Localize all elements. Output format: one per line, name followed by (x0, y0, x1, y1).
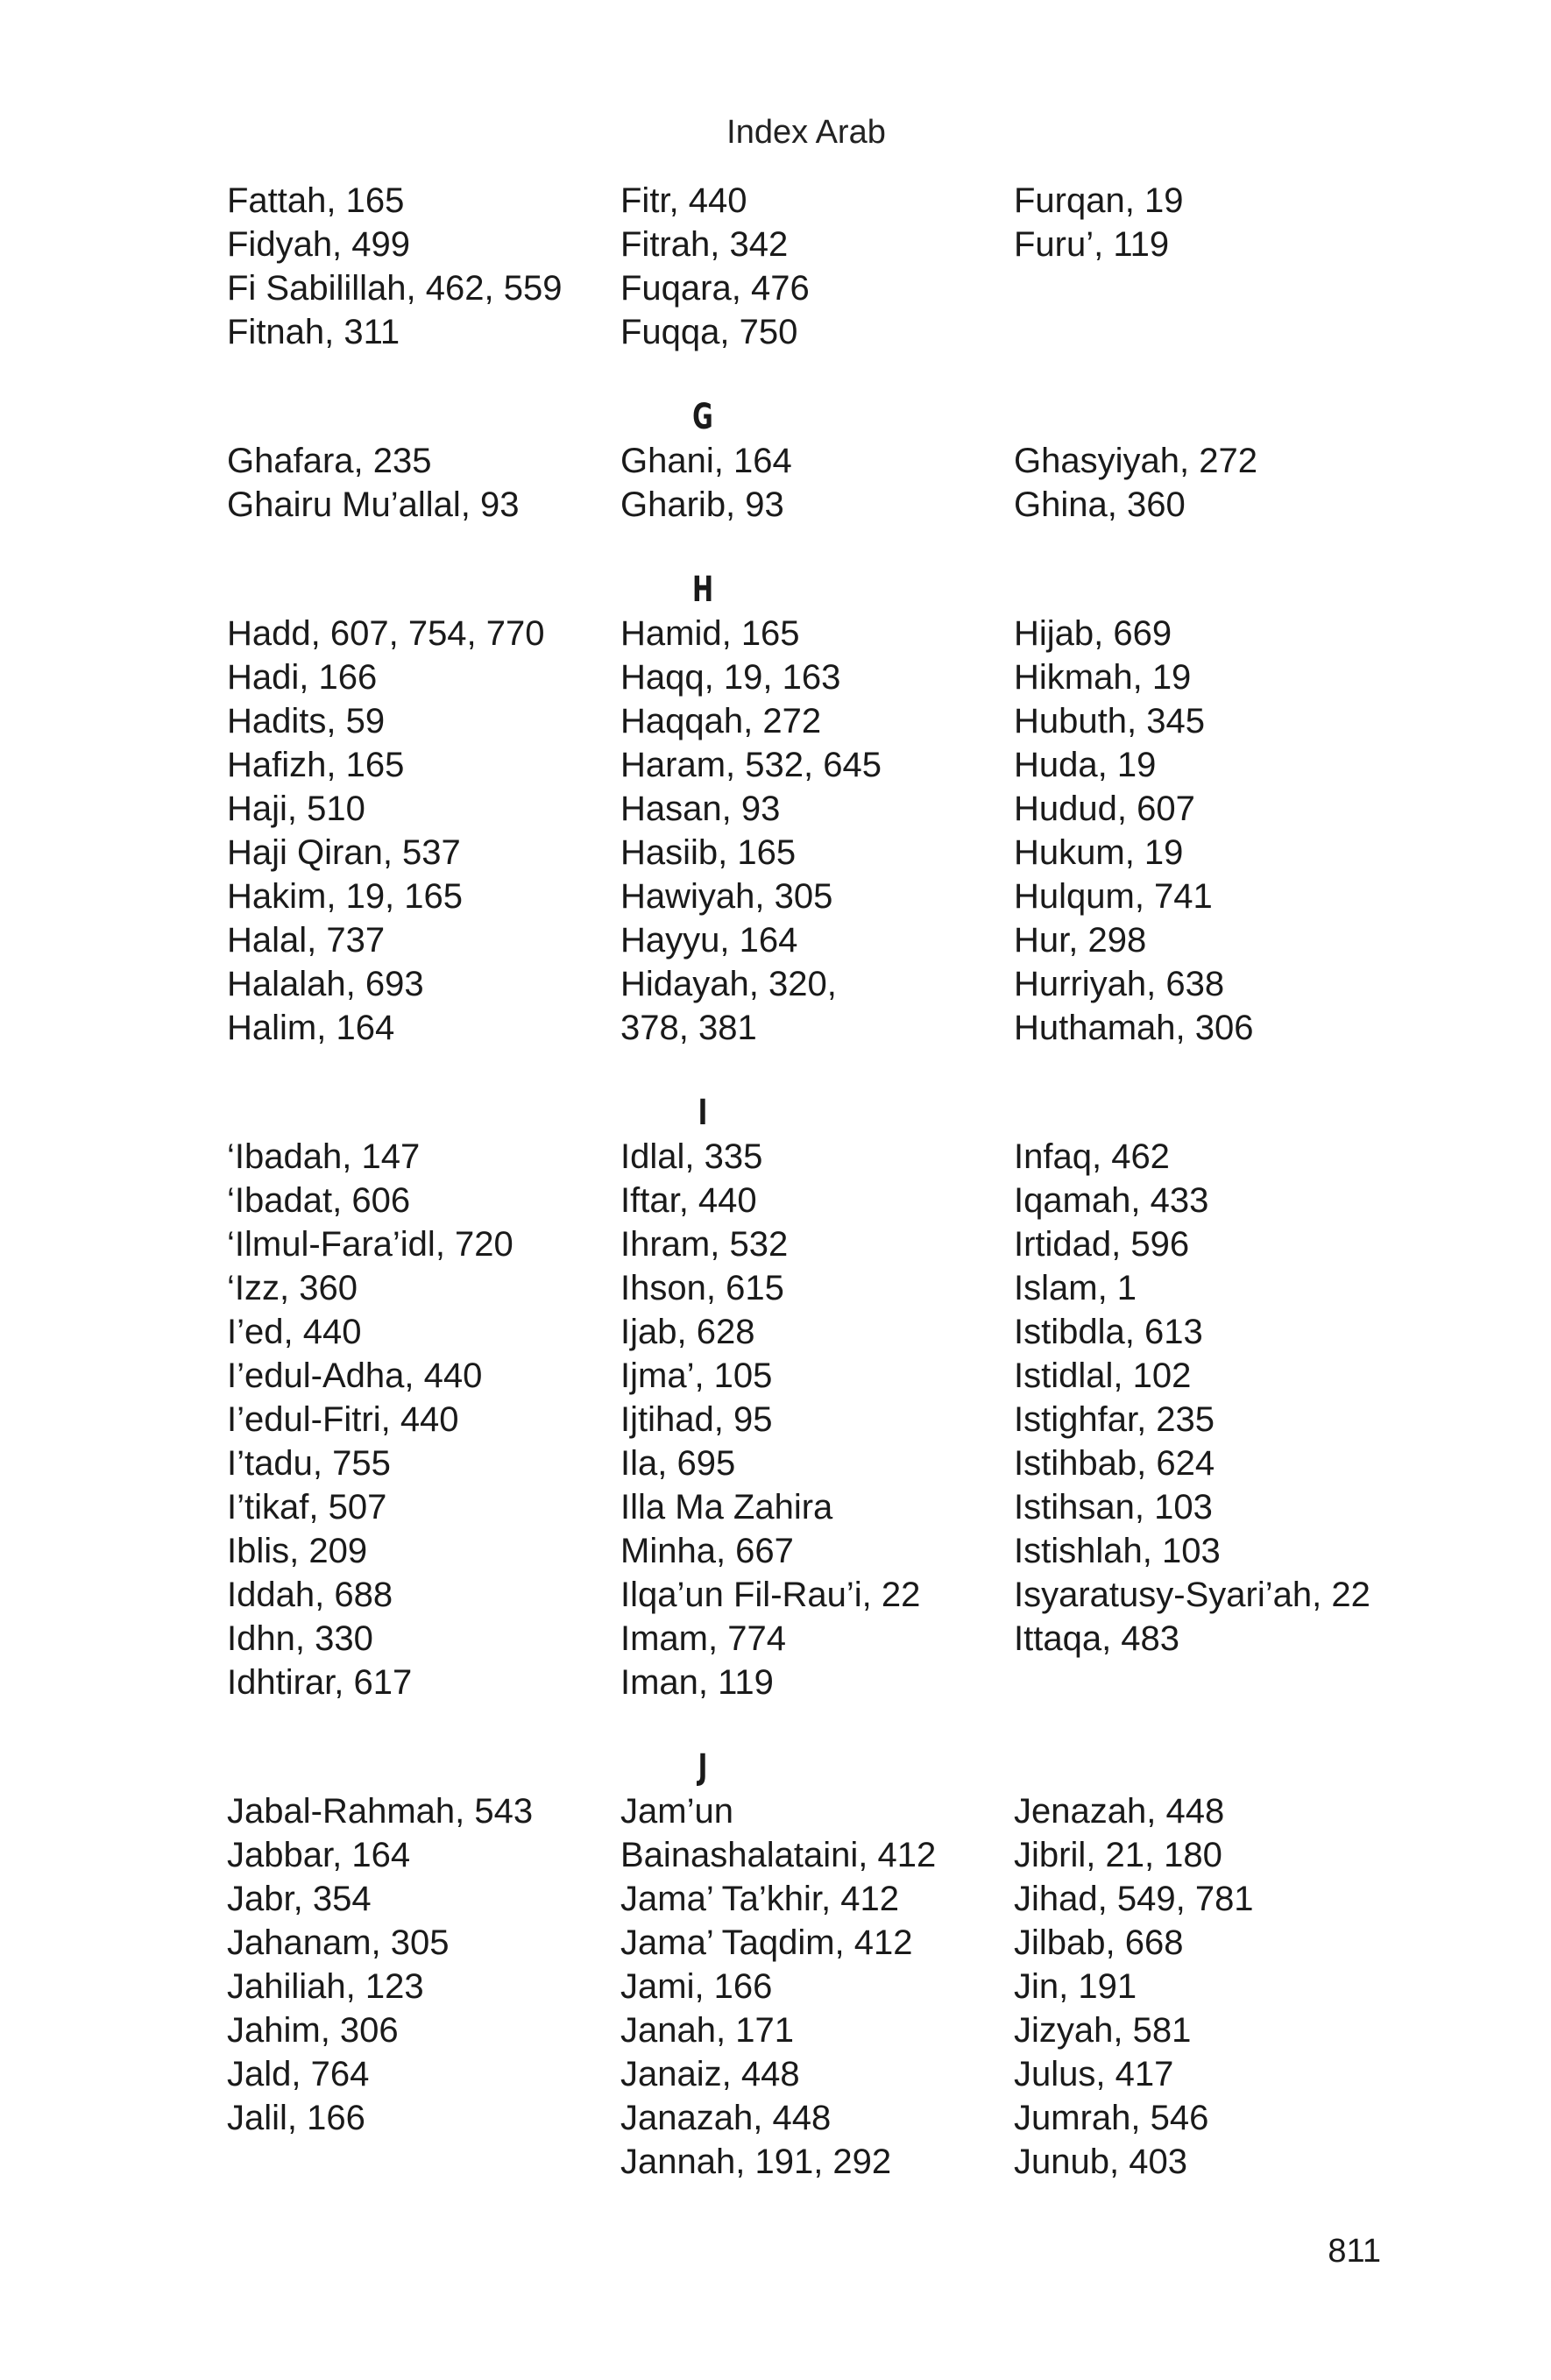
index-entry: Hadi, 166 (227, 658, 378, 697)
index-column-3 (1014, 439, 1434, 527)
index-entry: Ijab, 628 (620, 1313, 755, 1351)
index-entry: Hadits, 59 (227, 702, 386, 740)
index-entry: Haji, 510 (227, 790, 365, 828)
index-entry: Jenazah, 448 (1014, 1792, 1225, 1831)
index-column-1 (227, 612, 620, 1050)
index-entry: Hur, 298 (1014, 921, 1147, 960)
index-entry: Haqq, 19, 163 (620, 658, 841, 697)
index-entry: Jama’ Taqdim, 412 (620, 1923, 913, 1962)
index-entry: Hubuth, 345 (1014, 702, 1205, 740)
index-entry: Janaiz, 448 (620, 2055, 800, 2093)
index-entry: Jahiliah, 123 (227, 1967, 424, 2006)
index-entry: Fi Sabilillah, 462, 559 (227, 269, 563, 308)
index-entry: Fuqqa, 750 (620, 313, 798, 351)
index-column-2 (620, 1135, 1014, 1704)
index-entry: Hamid, 165 (620, 614, 800, 653)
index-entry: Jannah, 191, 292 (620, 2143, 892, 2181)
index-entry: ‘Ibadat, 606 (227, 1181, 411, 1220)
index-entry: Jabal-Rahmah, 543 (227, 1792, 534, 1831)
index-entry: Hijab, 669 (1014, 614, 1172, 653)
index-entry: Istidlal, 102 (1014, 1356, 1192, 1395)
index-entry: Furqan, 19 (1014, 181, 1184, 220)
index-entry: Ghafara, 235 (227, 442, 432, 480)
index-entry: Iman, 119 (620, 1663, 774, 1702)
index-column-1 (227, 439, 620, 527)
index-column-1 (227, 1789, 620, 2184)
index-entry: Jald, 764 (227, 2055, 370, 2093)
section-letter-g: G (692, 397, 713, 437)
index-entry: I’edul-Adha, 440 (227, 1356, 483, 1395)
index-entry: Ijtihad, 95 (620, 1400, 773, 1439)
index-entry: Junub, 403 (1014, 2143, 1187, 2181)
index-entry: Hurriyah, 638 (1014, 965, 1225, 1003)
index-entry: Fattah, 165 (227, 181, 405, 220)
index-block-g (227, 439, 1471, 527)
section-gap (227, 1704, 1471, 1746)
index-entry: Hawiyah, 305 (620, 877, 833, 916)
index-column-1 (227, 1135, 620, 1704)
index-entry: Jabbar, 164 (227, 1836, 411, 1874)
index-entry: Ijma’, 105 (620, 1356, 773, 1395)
index-column-2 (620, 439, 1014, 527)
index-column-3 (1014, 179, 1434, 354)
index-column-3 (1014, 612, 1434, 1050)
section-letter-i: I (698, 1093, 708, 1133)
running-head: Index Arab (726, 114, 886, 151)
section-letter-h: H (691, 570, 714, 610)
index-entry: Isyaratusy-Syari’ah, 22 (1014, 1576, 1370, 1614)
index-entry: Fuqara, 476 (620, 269, 810, 308)
index-entry: Jin, 191 (1014, 1967, 1137, 2006)
index-entry: Fitrah, 342 (620, 225, 789, 264)
section-gap (227, 527, 1471, 568)
index-entry: Ila, 695 (620, 1444, 736, 1483)
index-entry: Ihson, 615 (620, 1269, 784, 1307)
index-entry: Halim, 164 (227, 1009, 395, 1047)
index-entry: Istihsan, 103 (1014, 1488, 1213, 1526)
index-entry: Iblis, 209 (227, 1532, 368, 1570)
index-entry: Iqamah, 433 (1014, 1181, 1209, 1220)
index-entry: Jumrah, 546 (1014, 2099, 1209, 2137)
index-entry: Haji Qiran, 537 (227, 833, 461, 872)
index-entry: Huda, 19 (1014, 746, 1157, 784)
index-entry: Istibdla, 613 (1014, 1313, 1203, 1351)
index-entry: Halal, 737 (227, 921, 386, 960)
index-entry: Fitnah, 311 (227, 313, 400, 351)
index-entry: Hidayah, 320, (620, 965, 837, 1003)
index-entry: Hudud, 607 (1014, 790, 1195, 828)
index-column-2 (620, 179, 1014, 354)
index-entry: Illa Ma Zahira (620, 1488, 833, 1526)
index-entry: Jalil, 166 (227, 2099, 365, 2137)
index-entry: Hasan, 93 (620, 790, 781, 828)
index-entry: Irtidad, 596 (1014, 1225, 1190, 1264)
index-entry: Islam, 1 (1014, 1269, 1137, 1307)
index-entry: Idlal, 335 (620, 1137, 763, 1176)
index-entry: Istishlah, 103 (1014, 1532, 1221, 1570)
index-entry: Jizyah, 581 (1014, 2011, 1192, 2050)
index-entry: Ghasyiyah, 272 (1014, 442, 1257, 480)
index-entry: Jahim, 306 (227, 2011, 399, 2050)
index-entry: Jam’un (620, 1792, 733, 1831)
index-entry: ‘Izz, 360 (227, 1269, 358, 1307)
index-entry: Fidyah, 499 (227, 225, 411, 264)
index-entry: Iftar, 440 (620, 1181, 757, 1220)
section-letter-j: J (698, 1747, 708, 1788)
index-entry: Jibril, 21, 180 (1014, 1836, 1222, 1874)
index-entry: Idhn, 330 (227, 1619, 373, 1658)
index-column-3 (1014, 1135, 1434, 1704)
index-entry: Istighfar, 235 (1014, 1400, 1215, 1439)
index-entry: Imam, 774 (620, 1619, 786, 1658)
index-content (227, 179, 1471, 2184)
index-entry: I’tadu, 755 (227, 1444, 391, 1483)
index-entry: Idhtirar, 617 (227, 1663, 413, 1702)
index-entry: Jabr, 354 (227, 1880, 372, 1918)
index-entry: Gharib, 93 (620, 485, 784, 524)
index-block-h (227, 612, 1471, 1050)
index-entry: Istihbab, 624 (1014, 1444, 1215, 1483)
index-entry: Furu’, 119 (1014, 225, 1170, 264)
index-entry: Hikmah, 19 (1014, 658, 1192, 697)
index-entry: Fitr, 440 (620, 181, 747, 220)
index-entry: Jihad, 549, 781 (1014, 1880, 1254, 1918)
index-column-3 (1014, 1789, 1434, 2184)
index-entry: ‘Ibadah, 147 (227, 1137, 421, 1176)
index-entry: Hakim, 19, 165 (227, 877, 464, 916)
index-entry: I’tikaf, 507 (227, 1488, 387, 1526)
index-column-1 (227, 179, 620, 354)
index-entry: Julus, 417 (1014, 2055, 1174, 2093)
index-entry: Ilqa’un Fil-Rau’i, 22 (620, 1576, 921, 1614)
index-entry: Infaq, 462 (1014, 1137, 1170, 1176)
index-entry: Janah, 171 (620, 2011, 794, 2050)
index-entry: ‘Ilmul-Fara’idl, 720 (227, 1225, 513, 1264)
index-entry: Ghina, 360 (1014, 485, 1186, 524)
index-column-2 (620, 612, 1014, 1050)
index-entry: Bainashalataini, 412 (620, 1836, 937, 1874)
index-entry: Jahanam, 305 (227, 1923, 450, 1962)
index-entry: Hadd, 607, 754, 770 (227, 614, 545, 653)
index-entry: Ghairu Mu’allal, 93 (227, 485, 520, 524)
index-entry: Jama’ Ta’khir, 412 (620, 1880, 899, 1918)
index-entry: Hulqum, 741 (1014, 877, 1213, 916)
index-block-i (227, 1135, 1471, 1704)
index-entry: Janazah, 448 (620, 2099, 832, 2137)
index-entry: Hukum, 19 (1014, 833, 1184, 872)
index-entry: Hasiib, 165 (620, 833, 797, 872)
section-gap (227, 354, 1471, 395)
page-number: 811 (1328, 2233, 1381, 2270)
index-entry: Minha, 667 (620, 1532, 794, 1570)
index-block-j (227, 1789, 1471, 2184)
index-entry: I’ed, 440 (227, 1313, 362, 1351)
section-gap (227, 1050, 1471, 1091)
index-entry: Jilbab, 668 (1014, 1923, 1184, 1962)
index-entry: Iddah, 688 (227, 1576, 393, 1614)
index-entry: Ihram, 532 (620, 1225, 789, 1264)
index-block-f (227, 179, 1471, 354)
index-entry: Halalah, 693 (227, 965, 424, 1003)
index-entry: Haram, 532, 645 (620, 746, 882, 784)
index-entry: I’edul-Fitri, 440 (227, 1400, 459, 1439)
index-entry: Haqqah, 272 (620, 702, 822, 740)
index-column-2 (620, 1789, 1014, 2184)
index-entry: Hayyu, 164 (620, 921, 798, 960)
index-entry: 378, 381 (620, 1009, 757, 1047)
index-entry: Huthamah, 306 (1014, 1009, 1254, 1047)
index-entry: Hafizh, 165 (227, 746, 405, 784)
index-entry: Ghani, 164 (620, 442, 792, 480)
index-entry: Ittaqa, 483 (1014, 1619, 1180, 1658)
index-entry: Jami, 166 (620, 1967, 773, 2006)
